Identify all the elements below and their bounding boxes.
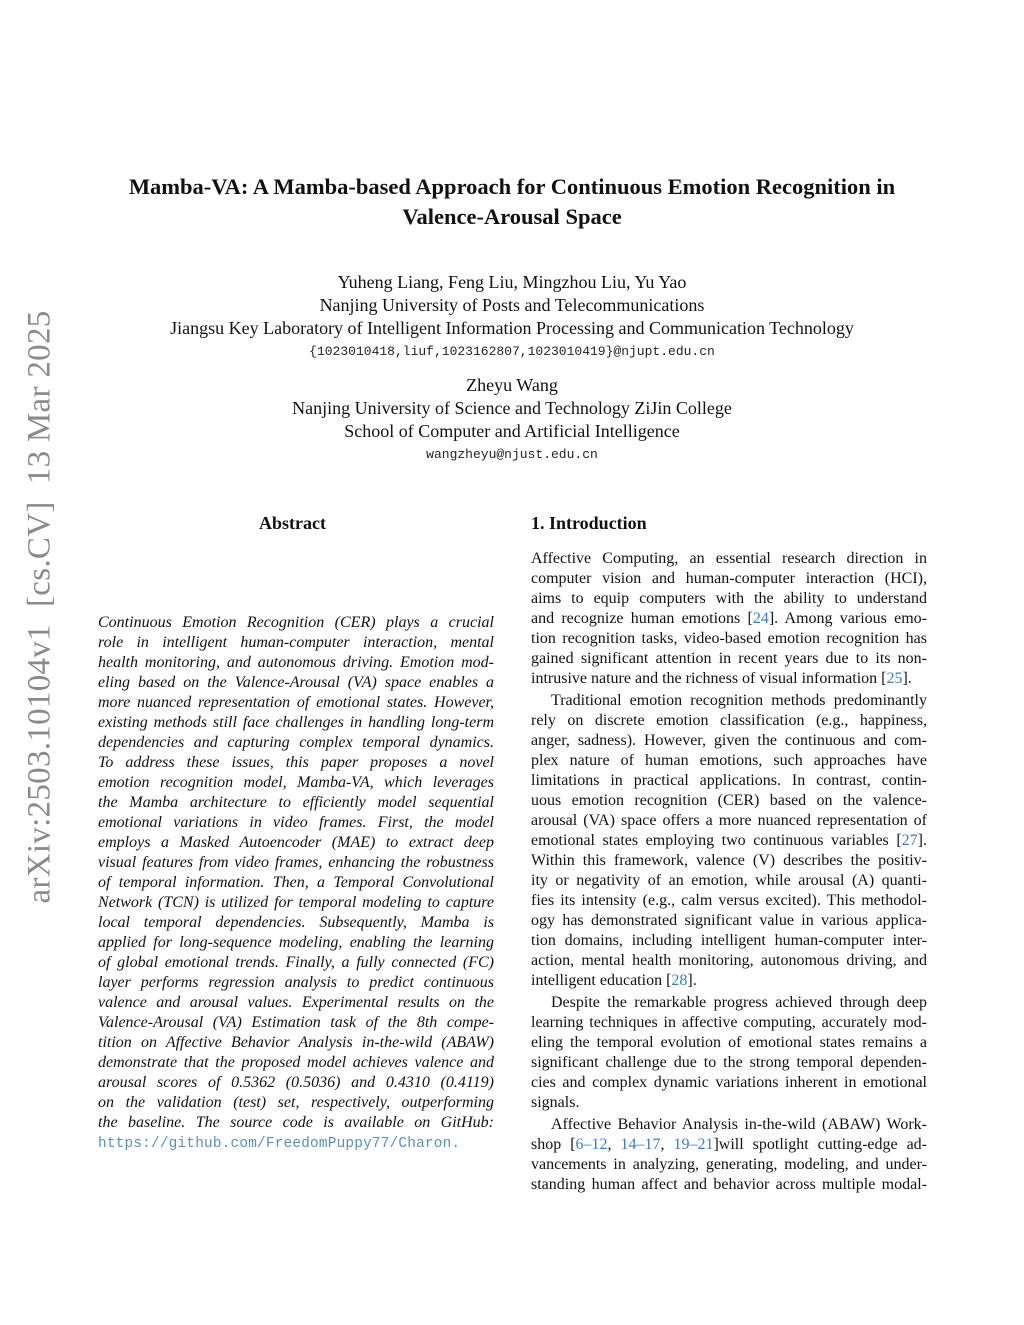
- text-line: layer performs regression analysis to predict continuous: [98, 974, 494, 991]
- text-line: learning techniques in affective computing, accurately mod-: [531, 1014, 927, 1031]
- text-line: more nuanced representation of emotional states. However,: [98, 694, 494, 711]
- text-line: standing human affect and behavior across multiple modal-: [531, 1176, 927, 1193]
- text-line: Affective Behavior Analysis in-the-wild (ABAW) Work-: [551, 1116, 927, 1133]
- affiliation: Jiangsu Key Laboratory of Intelligent Information Processing and Communication Technology: [170, 318, 854, 338]
- author-email: {1023010418,liuf,1023162807,1023010419}@njupt.edu.cn: [309, 344, 715, 359]
- text-line: tion domains, including intelligent human-computer inter-: [531, 932, 927, 949]
- text-line: To address these issues, this paper proposes a novel: [98, 754, 494, 771]
- text-line: Despite the remarkable progress achieved through deep: [551, 994, 927, 1011]
- text-line: demonstrate that the proposed model achieves valence and: [98, 1054, 494, 1071]
- text-line: Within this framework, valence (V) describes the positiv-: [531, 852, 927, 869]
- text-line: cies and complex dynamic variations inherent in emotional: [531, 1074, 927, 1091]
- author-block-2: [60, 374, 964, 465]
- text-line: on the validation (test) set, respectively, outperforming: [98, 1094, 494, 1111]
- paragraph: [531, 549, 927, 689]
- text-line: rely on discrete emotion classification (e.g., happiness,: [531, 712, 927, 729]
- text-line: signals.: [531, 1094, 580, 1111]
- text-line: eling the temporal evolution of emotional states remains a: [531, 1034, 927, 1051]
- text-line: intrusive nature and the richness of visual information [25].: [531, 670, 912, 687]
- text-line: applied for long-sequence modeling, enabling the learning: [98, 934, 494, 951]
- text-line: and recognize human emotions [24]. Among various emo-: [531, 610, 927, 627]
- text-line: tion recognition tasks, video-based emotion recognition has: [531, 630, 927, 647]
- text-line: gained significant attention in recent years due to its non-: [531, 650, 927, 667]
- text-line: role in intelligent human-computer interaction, mental: [98, 634, 494, 651]
- text-line: plex nature of human emotions, such approaches have: [531, 752, 927, 769]
- author-names: Yuheng Liang, Feng Liu, Mingzhou Liu, Yu Yao: [337, 272, 687, 292]
- author-names: Zheyu Wang: [466, 375, 558, 395]
- introduction-body: [531, 549, 927, 1197]
- text-line: existing methods still face challenges in handling long-term: [98, 714, 494, 731]
- paragraph: [531, 691, 927, 991]
- citation-link[interactable]: 14–17: [620, 1136, 661, 1153]
- paragraph: [531, 993, 927, 1113]
- text-line: ogy has demonstrated significant value in various applica-: [531, 912, 927, 929]
- paragraph: [531, 1115, 927, 1195]
- text-line: Traditional emotion recognition methods predominantly: [551, 692, 927, 709]
- text-line: intelligent education [28].: [531, 972, 697, 989]
- text-line: health monitoring, and autonomous driving. Emotion mod-: [98, 654, 494, 671]
- text-line: anger, sadness). However, given the continuous and com-: [531, 732, 927, 749]
- text-line: arousal scores of 0.5362 (0.5036) and 0.4310 (0.4119): [98, 1074, 494, 1091]
- text-line: the Mamba architecture to efficiently model sequential: [98, 794, 494, 811]
- affiliation: School of Computer and Artificial Intelligence: [344, 421, 680, 441]
- text-line: Affective Computing, an essential research direction in: [531, 550, 927, 567]
- text-line: emotion recognition model, Mamba-VA, which leverages: [98, 774, 494, 791]
- citation-link[interactable]: 27: [901, 832, 918, 849]
- text-line: valence and arousal values. Experimental results on the: [98, 994, 494, 1011]
- citation-link[interactable]: 28: [671, 972, 688, 989]
- author-email: wangzheyu@njust.edu.cn: [426, 447, 598, 462]
- text-line: dependencies and capturing complex temporal dynamics.: [98, 734, 494, 751]
- text-line: the baseline. The source code is available on GitHub:: [98, 1114, 494, 1131]
- text-line: Continuous Emotion Recognition (CER) plays a crucial: [98, 614, 494, 631]
- text-line: Network (TCN) is utilized for temporal modeling to capture: [98, 894, 494, 911]
- text-line: limitations in practical applications. In contrast, contin-: [531, 772, 927, 789]
- text-line: local temporal dependencies. Subsequently, Mamba is: [98, 914, 494, 931]
- citation-link[interactable]: 24: [752, 610, 769, 627]
- affiliation: Nanjing University of Posts and Telecommunications: [319, 295, 705, 315]
- text-line: action, mental health monitoring, autonomous driving, and: [531, 952, 927, 969]
- text-line: eling based on the Valence-Arousal (VA) space enables a: [98, 674, 494, 691]
- text-line: ity or negativity of an emotion, while arousal (A) quanti-: [531, 872, 927, 889]
- author-block-1: [60, 271, 964, 362]
- text-line: arousal (VA) space offers a more nuanced representation of: [531, 812, 927, 829]
- citation-link[interactable]: 6–12: [575, 1136, 608, 1153]
- affiliation: Nanjing University of Science and Technology ZiJin College: [292, 398, 732, 418]
- text-line: uous emotion recognition (CER) based on the valence-: [531, 792, 927, 809]
- text-line: of temporal information. Then, a Temporal Convolutional: [98, 874, 494, 891]
- text-line: of global emotional trends. Finally, a fully connected (FC): [98, 954, 494, 971]
- text-line: employs a Masked Autoencoder (MAE) to extract deep: [98, 834, 494, 851]
- github-link[interactable]: https://github.com/FreedomPuppy77/Charon.: [98, 1136, 461, 1152]
- text-line: significant challenge due to the strong temporal dependen-: [531, 1054, 927, 1071]
- introduction-heading: 1. Introduction: [531, 513, 647, 533]
- arxiv-stamp: arXiv:2503.10104v1 [cs.CV] 13 Mar 2025: [21, 310, 58, 904]
- text-line: Valence-Arousal (VA) Estimation task of the 8th compe-: [98, 1014, 494, 1031]
- text-line: tition on Affective Behavior Analysis in-the-wild (ABAW): [98, 1034, 494, 1051]
- title-line: Valence-Arousal Space: [402, 204, 622, 229]
- text-line: emotional variations in video frames. First, the model: [98, 814, 494, 831]
- title-line: Mamba-VA: A Mamba-based Approach for Continuous Emotion Recognition in: [128, 174, 896, 199]
- text-line: shop [6–12, 14–17, 19–21]will spotlight cutting-edge ad-: [531, 1136, 927, 1153]
- text-line: visual features from video frames, enhancing the robustness: [98, 854, 494, 871]
- citation-link[interactable]: 25: [886, 670, 903, 687]
- text-line: computer vision and human-computer interaction (HCI),: [531, 570, 927, 587]
- text-line: fies its intensity (e.g., calm versus excited). This methodol-: [531, 892, 927, 909]
- text-line: aims to equip computers with the ability to understand: [531, 590, 927, 607]
- abstract-heading: Abstract: [259, 513, 326, 533]
- abstract-body: [98, 613, 494, 1153]
- paper-title: [60, 172, 964, 232]
- citation-link[interactable]: 19–21: [673, 1136, 714, 1153]
- text-line: emotional states employing two continuous variables [27].: [531, 832, 927, 849]
- text-line: vancements in analyzing, generating, modeling, and under-: [531, 1156, 927, 1173]
